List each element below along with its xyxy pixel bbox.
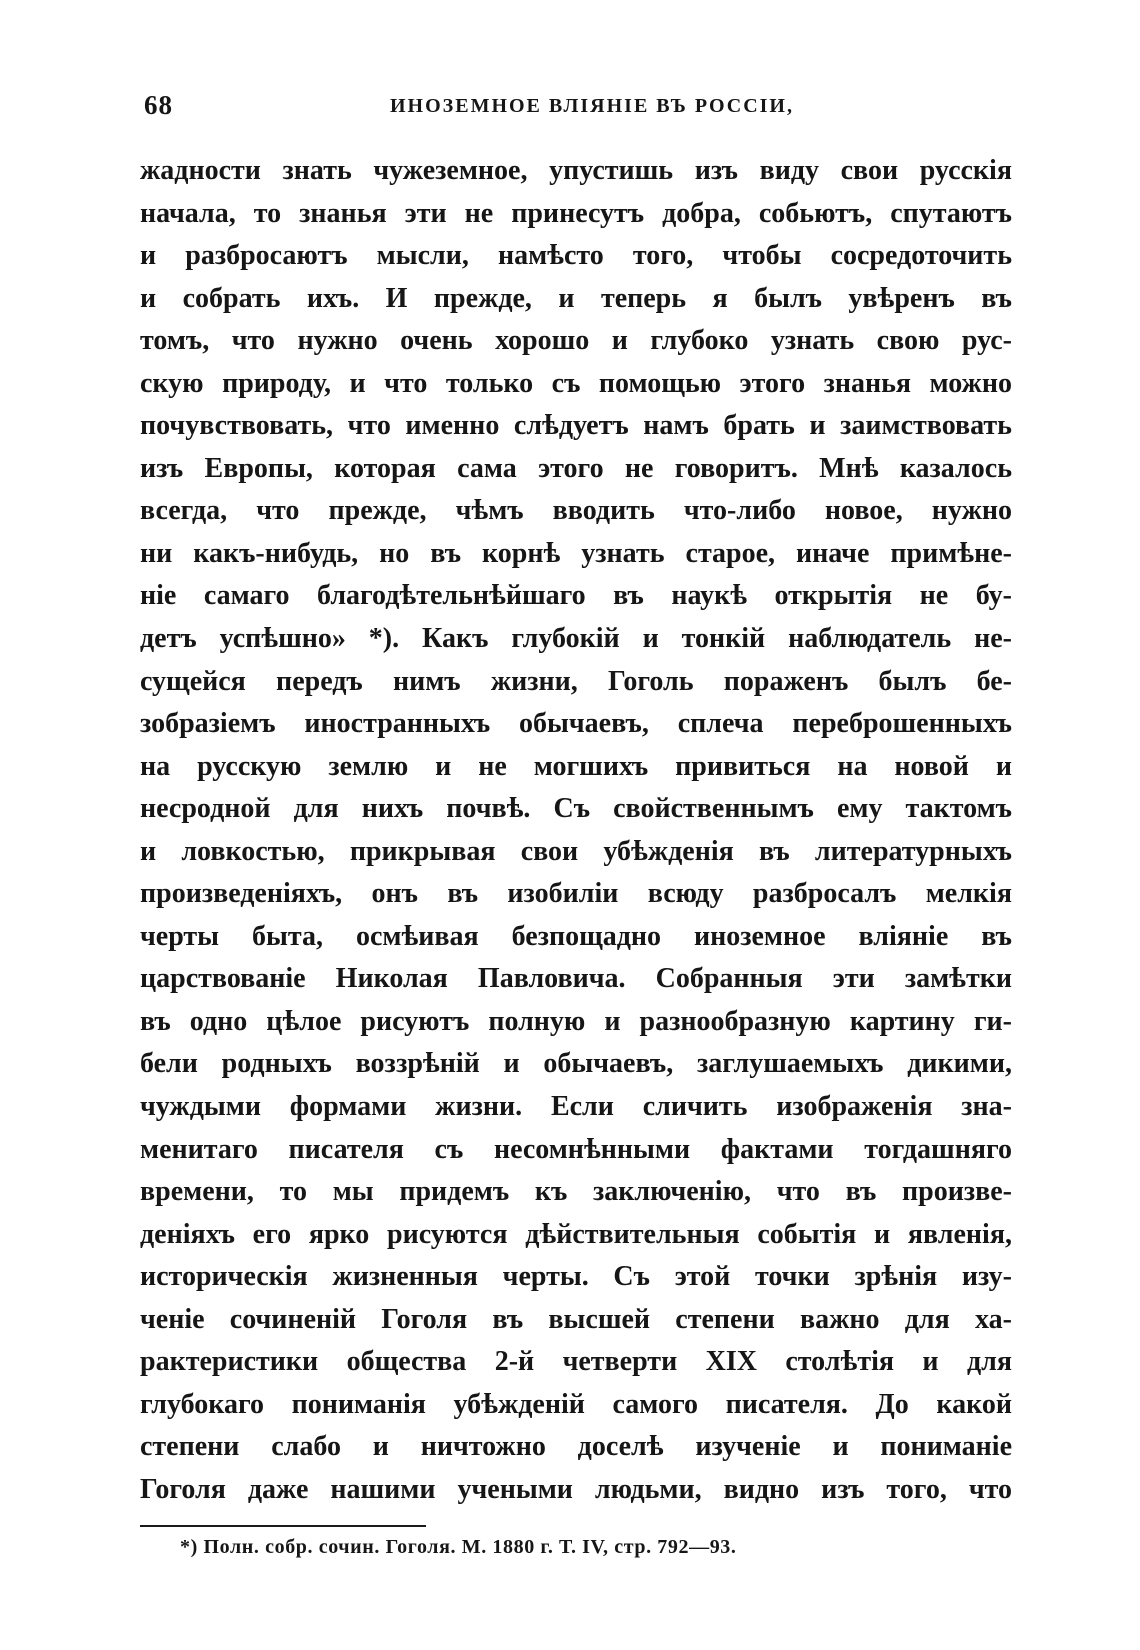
text-line-9: всегда, что прежде, чѣмъ вводить что-либо новое, нужно	[140, 495, 1012, 527]
text-line-25: времени, то мы придемъ къ заключенiю, что въ произве-	[140, 1176, 1012, 1208]
text-line-12: детъ успѣшно» *). Какъ глубокiй и тонкiй наблюдатель не-	[140, 623, 1012, 655]
text-line-29: рактеристики общества 2-й четверти XIX столѣтiя и для	[140, 1346, 1012, 1378]
footnote-marker: *)	[180, 1536, 198, 1558]
text-line-28: ченiе сочиненiй Гоголя въ высшей степени важно для ха-	[140, 1303, 1012, 1335]
text-line-30: глубокаго пониманiя убѣжденiй самого писателя. До какой	[140, 1388, 1012, 1420]
text-line-7: почувствовать, что именно слѣдуетъ намъ брать и заимствовать	[140, 410, 1012, 442]
text-line-18: произведенiяхъ, онъ въ изобилiи всюду разбросалъ мелкiя	[140, 878, 1012, 910]
text-line-13: сущейся передъ нимъ жизни, Гоголь пораженъ былъ бе-	[140, 665, 1012, 697]
text-line-15: на русскую землю и не могшихъ привиться на новой и	[140, 750, 1012, 782]
text-line-16: несродной для нихъ почвѣ. Съ свойственнымъ ему тактомъ	[140, 793, 1012, 825]
text-line-3: и разбросаютъ мысли, намѣсто того, чтобы сосредоточить	[140, 240, 1012, 272]
footnote-rule	[140, 1525, 426, 1527]
text-line-21: въ одно цѣлое рисуютъ полную и разнообразную картину ги-	[140, 1005, 1012, 1037]
footnote-text: Полн. собр. сочин. Гоголя. М. 1880 г. Т. IV, стр. 792—93.	[203, 1536, 737, 1558]
text-line-26: денiяхъ его ярко рисуются дѣйствительныя событiя и явленiя,	[140, 1218, 1012, 1250]
text-line-20: царствованiе Николая Павловича. Собранныя эти замѣтки	[140, 963, 1012, 995]
running-head	[140, 90, 1012, 130]
body-text	[140, 150, 1012, 1512]
text-line-32: Гоголя даже нашими учеными людьми, видно изъ того, что	[140, 1473, 1012, 1505]
text-line-11: нiе самаго благодѣтельнѣйшаго въ наукѣ открытiя не бу-	[140, 580, 1012, 612]
footnote	[180, 1536, 737, 1559]
page-number: 68	[144, 90, 173, 120]
text-line-6: скую природу, и что только съ помощью этого знанья можно	[140, 367, 1012, 399]
text-line-17: и ловкостью, прикрывая свои убѣжденiя въ литературныхъ	[140, 835, 1012, 867]
text-line-4: и собрать ихъ. И прежде, и теперь я былъ увѣренъ въ	[140, 282, 1012, 314]
text-line-5: томъ, что нужно очень хорошо и глубоко узнать свою рус-	[140, 325, 1012, 357]
text-line-10: ни какъ-нибудь, но въ корнѣ узнать старое, иначе примѣне-	[140, 537, 1012, 569]
text-line-8: изъ Европы, которая сама этого не говоритъ. Мнѣ казалось	[140, 452, 1012, 484]
running-title: ИНОЗЕМНОЕ ВЛIЯНIЕ ВЪ РОССIИ,	[390, 95, 794, 117]
text-line-2: начала, то знанья эти не принесутъ добра, собьютъ, спутаютъ	[140, 197, 1012, 229]
text-line-24: менитаго писателя съ несомнѣнными фактами тогдашняго	[140, 1133, 1012, 1165]
text-line-19: черты быта, осмѣивая безпощадно иноземное влiянiе въ	[140, 920, 1012, 952]
text-line-14: зобразiемъ иностранныхъ обычаевъ, сплеча переброшенныхъ	[140, 708, 1012, 740]
text-line-27: историческiя жизненныя черты. Съ этой точки зрѣнiя изу-	[140, 1261, 1012, 1293]
text-line-23: чуждыми формами жизни. Если сличить изображенiя зна-	[140, 1091, 1012, 1123]
text-line-22: бели родныхъ воззрѣнiй и обычаевъ, заглушаемыхъ дикими,	[140, 1048, 1012, 1080]
text-line-1: жадности знать чужеземное, упустишь изъ виду свои русскiя	[140, 155, 1012, 186]
text-line-31: степени слабо и ничтожно доселѣ изученiе и пониманiе	[140, 1431, 1012, 1463]
